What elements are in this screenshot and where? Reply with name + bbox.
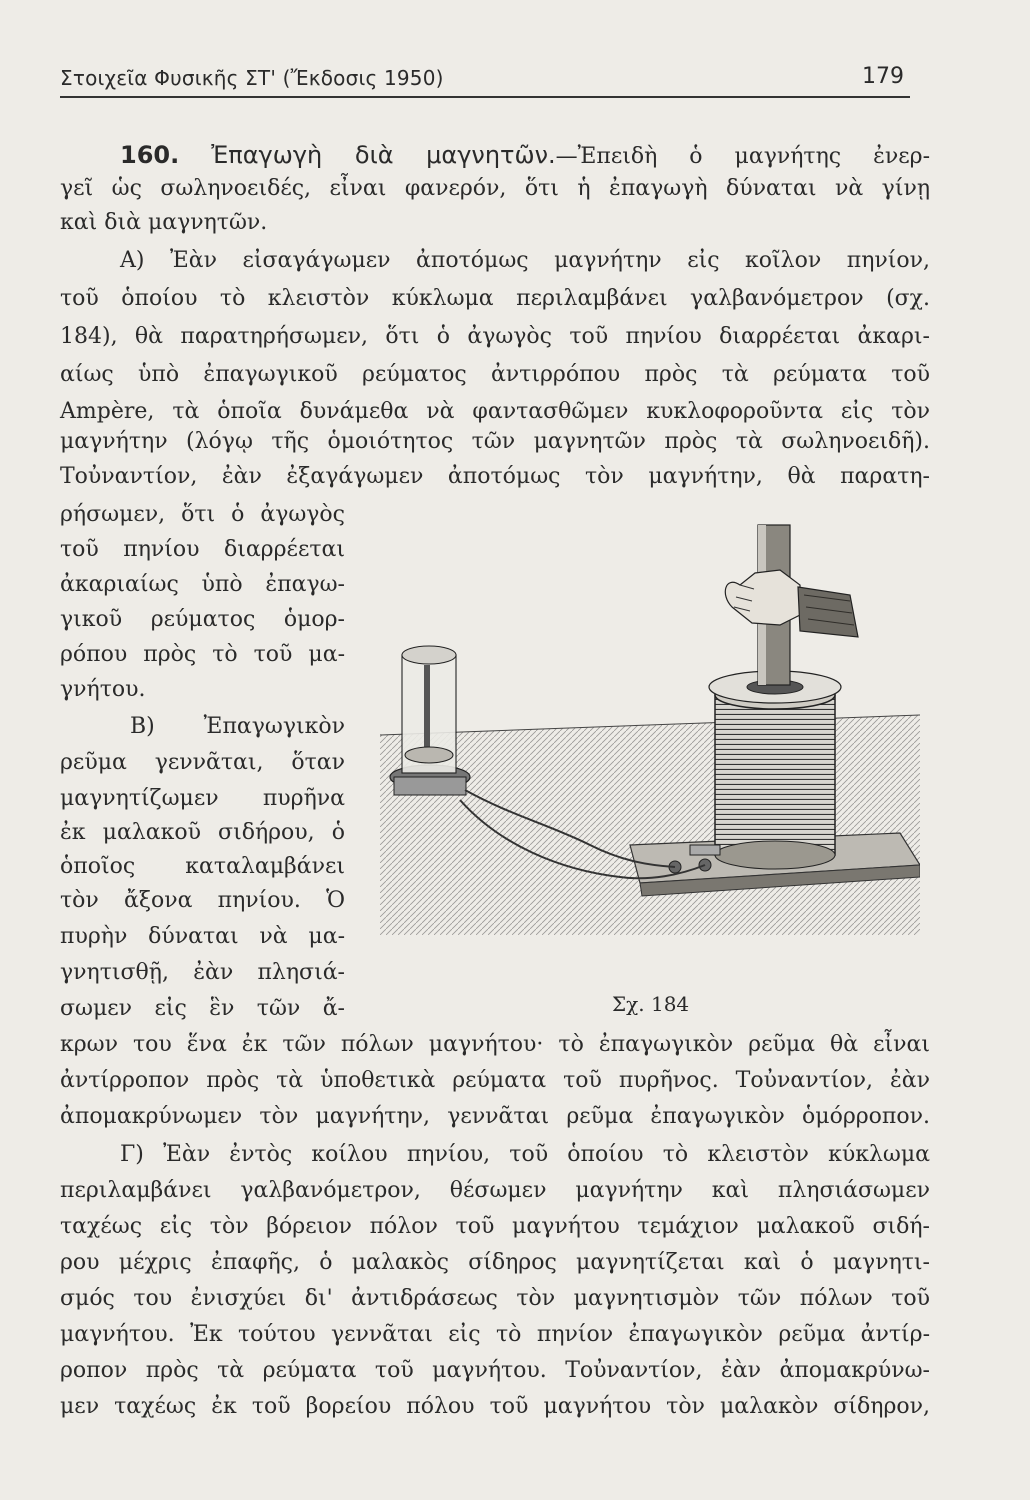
paragraph-b-line: ἀντίρροπον πρὸς τὰ ὑποθετικὰ ρεύματα τοῦ πυρῆνος. Τοὐναντίον, ἐὰν xyxy=(60,1068,930,1093)
figure-184-illustration xyxy=(380,515,920,935)
paragraph-a-line: ἀκαριαίως ὑπὸ ἐπαγω- xyxy=(60,572,345,597)
paragraph-a-line: τοῦ ὁποίου τὸ κλειστὸν κύκλωμα περιλαμβάνει γαλβανόμετρον (σχ. xyxy=(60,286,930,311)
paragraph-a-line: Ampère, τὰ ὁποῖα δυνάμεθα νὰ φαντασθῶμεν κυκλοφοροῦντα εἰς τὸν xyxy=(60,399,930,424)
paragraph-a-line: Α) Ἐὰν εἰσαγάγωμεν ἀποτόμως μαγνήτην εἰς κοῖλον πηνίον, xyxy=(120,248,930,273)
paragraph-b-line: ὁποῖος καταλαμβάνει xyxy=(60,854,345,879)
paragraph-b-line: σωμεν εἰς ἓν τῶν ἄ- xyxy=(60,996,345,1021)
running-header xyxy=(60,62,910,98)
section-title: Ἐπαγωγὴ διὰ μαγνητῶν. xyxy=(211,141,556,169)
induction-coil xyxy=(709,671,841,869)
paragraph-b-line: ἐκ μαλακοῦ σιδήρου, ὁ xyxy=(60,820,345,845)
paragraph-b-line: ἀπομακρύνωμεν τὸν μαγνήτην, γεννᾶται ρεῦμα ἐπαγωγικὸν ὁμόρροπον. xyxy=(60,1104,930,1129)
paragraph-c-line: ροπον πρὸς τὰ ρεύματα τοῦ μαγνήτου. Τοὐναντίον, ἐὰν ἀπομακρύνω- xyxy=(60,1358,930,1383)
paragraph-a-line: μαγνήτην (λόγῳ τῆς ὁμοιότητος τῶν μαγνητῶν πρὸς τὰ σωληνοειδῆ). xyxy=(60,429,930,454)
hand-holding-magnet xyxy=(725,570,858,637)
paragraph-a-line: Τοὐναντίον, ἐὰν ἐξαγάγωμεν ἀποτόμως τὸν μαγνήτην, θὰ παρατη- xyxy=(60,464,930,489)
galvanometer xyxy=(390,646,470,795)
paragraph-c-line: Γ) Ἐὰν ἐντὸς κοίλου πηνίου, τοῦ ὁποίου τὸ κλειστὸν κύκλωμα xyxy=(120,1142,930,1167)
paragraph-b-line: γνητισθῇ, ἐὰν πλησιά- xyxy=(60,960,345,985)
paragraph-a-line: γνήτου. xyxy=(60,677,146,702)
paragraph-c-line: περιλαμβάνει γαλβανόμετρον, θέσωμεν μαγνήτην καὶ πλησιάσωμεν xyxy=(60,1178,930,1203)
table-surface xyxy=(380,715,920,935)
section-intro-text: —Ἐπειδὴ ὁ μαγνήτης ἐνερ- xyxy=(555,144,931,169)
paragraph-b-line: κρων του ἕνα ἐκ τῶν πόλων μαγνήτου· τὸ ἐπαγωγικὸν ρεῦμα θὰ εἶναι xyxy=(60,1032,930,1057)
paragraph-c-line: ταχέως εἰς τὸν βόρειον πόλον τοῦ μαγνήτου τεμάχιον μαλακοῦ σιδή- xyxy=(60,1214,930,1239)
paragraph-a-line: ρόπου πρὸς τὸ τοῦ μα- xyxy=(60,642,345,667)
paragraph-b-line: πυρὴν δύναται νὰ μα- xyxy=(60,924,345,949)
paragraph-a-line: τοῦ πηνίου διαρρέεται xyxy=(60,537,345,562)
text-line: γεῖ ὡς σωληνοειδές, εἶναι φανερόν, ὅτι ἡ ἐπαγωγὴ δύναται νὰ γίνῃ xyxy=(60,176,930,201)
header-title: Στοιχεῖα Φυσικῆς ΣΤ' (Ἔκδοσις 1950) xyxy=(60,66,444,90)
paragraph-c-line: μεν ταχέως ἐκ τοῦ βορείου πόλου τοῦ μαγνήτου τὸν μαλακὸν σίδηρον, xyxy=(60,1394,930,1419)
paragraph-a-line: γικοῦ ρεύματος ὁμορ- xyxy=(60,607,345,632)
paragraph-c-line: μαγνήτου. Ἐκ τούτου γεννᾶται εἰς τὸ πηνίον ἐπαγωγικὸν ρεῦμα ἀντίρ- xyxy=(60,1322,930,1347)
text-line: καὶ διὰ μαγνητῶν. xyxy=(60,210,268,235)
figure-caption: Σχ. 184 xyxy=(612,992,690,1016)
section-heading-line xyxy=(120,140,930,170)
paragraph-b-line: ρεῦμα γεννᾶται, ὅταν xyxy=(60,750,345,775)
paragraph-a-line: 184), θὰ παρατηρήσωμεν, ὅτι ὁ ἀγωγὸς τοῦ πηνίου διαρρέεται ἀκαρι- xyxy=(60,324,930,349)
paragraph-c-line: σμός του ἐνισχύει δι' ἀντιδράσεως τὸν μαγνητισμὸν τῶν πόλων τοῦ xyxy=(60,1286,930,1311)
paragraph-b-line: μαγνητίζωμεν πυρῆνα xyxy=(60,786,345,811)
paragraph-b-line: τὸν ἄξονα πηνίου. Ὁ xyxy=(60,888,345,913)
paragraph-a-line: αίως ὑπὸ ἐπαγωγικοῦ ρεύματος ἀντιρρόπου πρὸς τὰ ρεύματα τοῦ xyxy=(60,362,930,387)
paragraph-b-line: Β) Ἐπαγωγικὸν xyxy=(130,714,345,739)
section-number: 160. xyxy=(120,141,180,169)
page-number: 179 xyxy=(862,64,904,89)
paragraph-a-line: ρήσωμεν, ὅτι ὁ ἀγωγὸς xyxy=(60,502,345,527)
paragraph-c-line: ρου μέχρις ἐπαφῆς, ὁ μαλακὸς σίδηρος μαγνητίζεται καὶ ὁ μαγνητι- xyxy=(60,1250,930,1275)
